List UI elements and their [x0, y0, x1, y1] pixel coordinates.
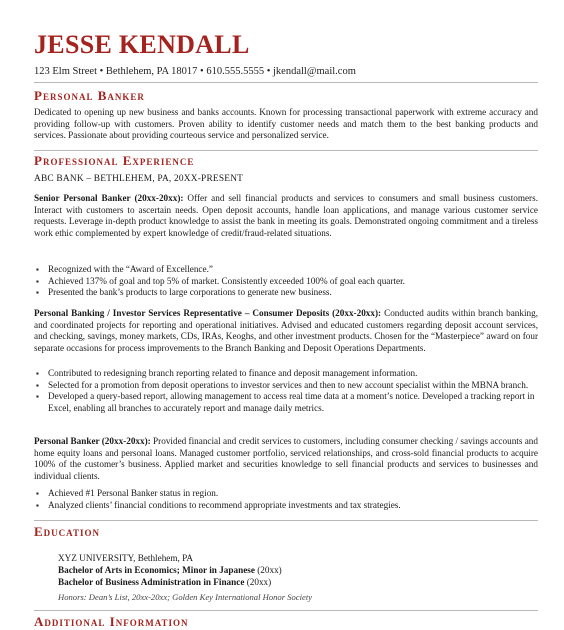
role-bullets [34, 368, 538, 414]
school-line: XYZ UNIVERSITY, Bethlehem, PA [58, 553, 194, 563]
list-item: ▪ Contributed to redesigning branch reporting related to finance and deposit management information. [34, 368, 538, 380]
degree-2 [58, 577, 271, 589]
role-investor-services-rep [34, 308, 538, 354]
degree-year: (20xx) [254, 565, 282, 575]
list-item: ▪ Selected for a promotion from deposit operations to investor services and then to new account specialist within the MBNA branch. [34, 380, 538, 392]
education-heading: Education [34, 524, 101, 539]
additional-heading: Additional Information [34, 614, 189, 629]
role-title: Personal Banking / Investor Services Representative – Consumer Deposits (20xx-20xx): [34, 308, 382, 318]
summary-heading: Personal Banker [34, 88, 145, 103]
list-item: ▪ Analyzed clients’ financial conditions to recommend appropriate investments and tax strategies. [34, 500, 538, 512]
list-item: ▪ Achieved 137% of goal and top 5% of market. Consistently exceeded 100% of goal each quarter. [34, 276, 538, 288]
role-personal-banker [34, 436, 538, 482]
summary-text: Dedicated to opening up new business and banks accounts. Known for processing transactional paperwork with extreme accuracy and providing follow-up with customers. Proven ability to identify customer needs and match them to the best banking products and services. Passionate about providing courteous service and personalized service. [34, 107, 538, 141]
role-title: Personal Banker (20xx-20xx): [34, 436, 151, 446]
role-senior-personal-banker [34, 193, 538, 239]
role-description: Provided financial and credit services to customers, including consumer checking / savings accounts and home equity loans and personal loans. Managed customer portfolio, serviced relationships, and cross-sold financial products to acquire 100% of the customer’s business. Applied market and securities knowledge to sell financial products and services to businesses and individual clients. [34, 436, 538, 481]
degree-1 [58, 565, 282, 577]
contact-line: 123 Elm Street • Bethlehem, PA 18017 • 610.555.5555 • jkendall@mail.com [34, 66, 356, 77]
list-item: ▪ Presented the bank’s products to large corporations to generate new business. [34, 287, 538, 299]
experience-heading: Professional Experience [34, 153, 195, 168]
summary-divider [34, 150, 538, 151]
degree-title: Bachelor of Arts in Economics; Minor in Japanese [58, 565, 255, 575]
list-item: ▪ Achieved #1 Personal Banker status in region. [34, 488, 538, 500]
degree-title: Bachelor of Business Administration in Finance [58, 577, 245, 587]
role-title: Senior Personal Banker (20xx-20xx): [34, 193, 184, 203]
education-divider [34, 610, 538, 611]
candidate-name: JESSE KENDALL [34, 30, 250, 59]
list-item: ▪ Developed a query-based report, allowing management to access real time data at a moment’s notice. Developed a tracking report in Excel, enabling all branches to accurately report and manage daily metrics. [34, 391, 538, 414]
role-description: Conducted audits within branch banking, and coordinated projects for reporting and operational initiatives. Advised and educated customers regarding deposit account services, and checking, savings, money markets, CDs, IRAs, Keoghs, and other investment products. Chosen for the “Masterpiece” award on four separate occasions for process improvements to the Branch Banking and Deposit Operations Departments. [34, 308, 538, 353]
honors-line: Honors: Dean’s List, 20xx-20xx; Golden Key International Honor Society [58, 592, 313, 602]
degree-year: (20xx) [244, 577, 272, 587]
list-item: ▪ Recognized with the “Award of Excellence.” [34, 264, 538, 276]
experience-divider [34, 520, 538, 521]
role-description: Offer and sell financial products and services to consumers and small business customers. Interact with customers to ascertain needs. Open deposit accounts, handle loan applications, and manage various customer service requests. Leverage in-depth product knowledge to assist the bank in meeting its goals. Demonstrated ongoing commitment and a tireless work ethic complemented by expert knowledge of credit/fraud-related situations. [34, 193, 538, 238]
employer-line: ABC BANK – BETHLEHEM, PA, 20XX-PRESENT [34, 174, 244, 184]
role-bullets [34, 488, 538, 511]
role-bullets [34, 264, 538, 299]
header-divider [34, 82, 538, 83]
